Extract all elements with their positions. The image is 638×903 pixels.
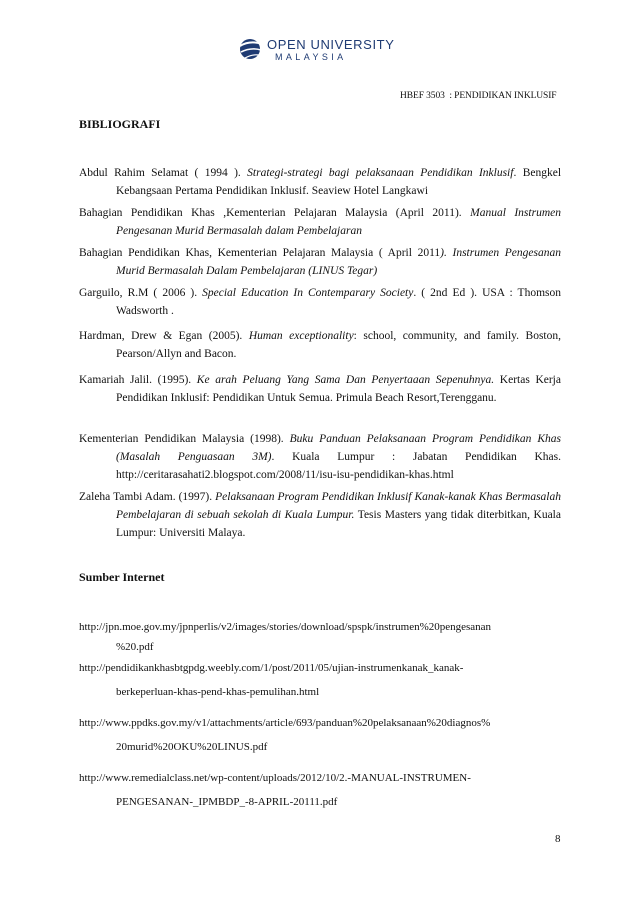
bibliography-entry: Kementerian Pendidikan Malaysia (1998). Buku Panduan Pelaksanaan Program Pendidikan Khas (Masalah Penguasaan 3M). Kuala Lumpur : Jabatan Pendidikan Khas. http://ceritarasahati2.blogspot.com/2008/11/isu-isu-pendidikan-khas.html (79, 433, 561, 481)
internet-source-url[interactable]: http://pendidikankhasbtgpdg.weebly.com/1/post/2011/05/ujian-instrumenkanak_kanak- berkeperluan-khas-pend-khas-pemulihan.html (79, 662, 464, 698)
logo-line2: MALAYSIA (275, 52, 347, 62)
bibliography-entry: Kamariah Jalil. (1995). Ke arah Peluang Yang Sama Dan Penyertaaan Sepenuhnya. Kertas Kerja Pendidikan Inklusif: Pendidikan Untuk Semua. Primula Beach Resort,Terengganu. (79, 374, 561, 404)
running-header (400, 91, 556, 101)
bibliography-entry: Bahagian Pendidikan Khas ,Kementerian Pelajaran Malaysia (April 2011). Manual Instrumen Pengesanan Murid Bermasalah dalam Pembelajaran (79, 207, 561, 237)
internet-sources-title: Sumber Internet (79, 570, 165, 584)
internet-source-url[interactable]: http://jpn.moe.gov.my/jpnperlis/v2/images/stories/download/spspk/instrumen%20pengesanan %20.pdf (79, 621, 492, 653)
bibliography-entry: Hardman, Drew & Egan (2005). Human exceptionality: school, community, and family. Boston, Pearson/Allyn and Bacon. (79, 330, 561, 360)
page-number: 8 (555, 833, 561, 845)
bibliography-entry: Zaleha Tambi Adam. (1997). Pelaksanaan Program Pendidikan Inklusif Kanak-kanak Khas Bermasalah Pembelajaran di sebuah sekolah di Kuala Lumpur. Tesis Masters yang tidak diterbitkan, Kuala Lumpur: Universiti Malaya. (79, 491, 561, 539)
course-title: : PENDIDIKAN INKLUSIF (449, 91, 557, 101)
logo-line1: OPEN UNIVERSITY (267, 37, 395, 52)
bibliography-entry: Bahagian Pendidikan Khas, Kementerian Pelajaran Malaysia ( April 2011). Instrumen Pengesanan Murid Bermasalah Dalam Pembelajaran (LINUS Tegar) (79, 247, 561, 277)
university-logo (237, 36, 407, 66)
course-code: HBEF 3503 (400, 91, 445, 101)
globe-icon (237, 36, 265, 60)
bibliography-title: BIBLIOGRAFI (79, 117, 161, 131)
internet-source-url[interactable]: http://www.remedialclass.net/wp-content/uploads/2012/10/2.-MANUAL-INSTRUMEN- PENGESANAN-_IPMBDP_-8-APRIL-20111.pdf (79, 772, 471, 808)
bibliography-entry: Garguilo, R.M ( 2006 ). Special Education In Contemparary Society. ( 2nd Ed ). USA : Thomson Wadsworth . (79, 287, 561, 317)
bibliography-entry: Abdul Rahim Selamat ( 1994 ). Strategi-strategi bagi pelaksanaan Pendidikan Inklusif. Bengkel Kebangsaan Pertama Pendidikan Inklusif. Seaview Hotel Langkawi (79, 167, 562, 197)
internet-source-url[interactable]: http://www.ppdks.gov.my/v1/attachments/article/693/panduan%20pelaksanaan%20diagnos% 20murid%20OKU%20LINUS.pdf (79, 717, 491, 753)
